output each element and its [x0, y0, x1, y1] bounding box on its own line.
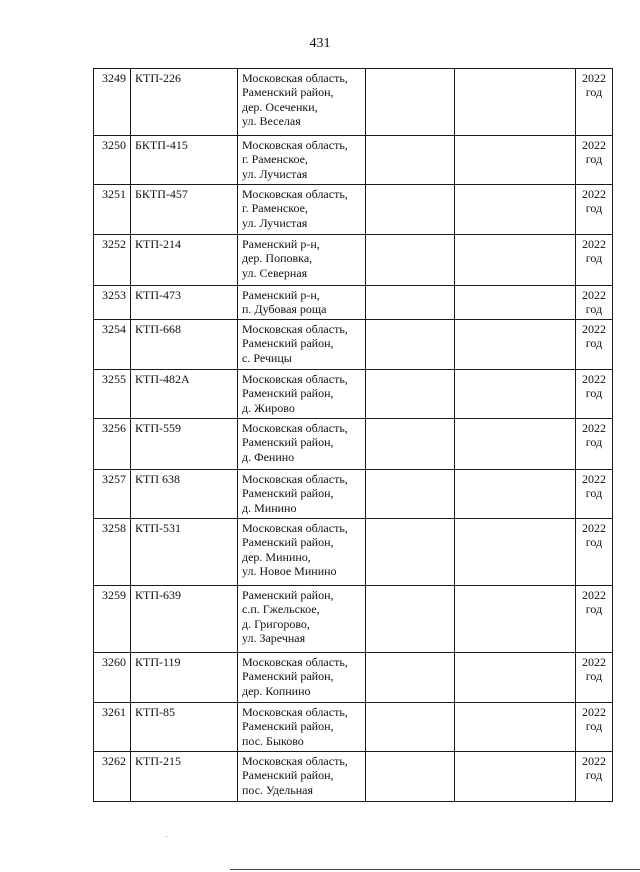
empty-cell [455, 69, 576, 136]
address-cell [238, 286, 366, 320]
empty-cell [455, 519, 576, 586]
table-row [94, 703, 613, 752]
empty-cell [366, 653, 455, 703]
empty-cell [455, 703, 576, 752]
year-line: год [585, 386, 603, 401]
substation-code-cell: БКТП-457 [131, 185, 238, 235]
year-line: 2022 [582, 71, 606, 85]
address-cell [238, 370, 366, 419]
address-line: ул. Северная [242, 265, 308, 280]
address-line: ул. Заречная [242, 631, 306, 646]
address-line: Раменский район, [242, 535, 334, 550]
address-cell [238, 185, 366, 235]
table-row [94, 586, 613, 653]
year-line: год [585, 85, 603, 100]
year-line: год [585, 251, 603, 266]
substation-code-cell: КТП-482А [131, 370, 238, 419]
row-number-cell: 3249 [94, 69, 131, 136]
year-line: 2022 [582, 138, 606, 152]
row-number-cell: 3256 [94, 419, 131, 470]
row-number-cell: 3257 [94, 470, 131, 519]
address-line: пос. Удельная [242, 782, 314, 797]
table-row [94, 653, 613, 703]
table-row [94, 752, 613, 802]
address-line: Раменский р-н, [242, 237, 320, 251]
table-row [94, 286, 613, 320]
year-cell [576, 519, 613, 586]
address-line: дер. Минино, [242, 549, 311, 564]
address-line: ул. Веселая [242, 114, 301, 129]
empty-cell [366, 320, 455, 370]
address-line: д. Минино [242, 500, 297, 515]
empty-cell [366, 69, 455, 136]
empty-cell [366, 235, 455, 286]
address-line: ул. Новое Минино [242, 564, 337, 579]
address-cell [238, 703, 366, 752]
substation-code-cell: КТП-473 [131, 286, 238, 320]
address-line: Раменский район, [242, 588, 334, 602]
year-line: год [585, 201, 603, 216]
address-line: Раменский район, [242, 669, 334, 684]
address-cell [238, 752, 366, 802]
year-cell [576, 136, 613, 185]
address-cell [238, 235, 366, 286]
year-line: 2022 [582, 288, 606, 302]
table-row [94, 235, 613, 286]
year-line: 2022 [582, 521, 606, 535]
empty-cell [366, 470, 455, 519]
address-line: д. Жирово [242, 400, 295, 415]
address-line: Московская область, [242, 322, 348, 336]
address-line: Раменский район, [242, 386, 334, 401]
year-line: 2022 [582, 322, 606, 336]
row-number-cell: 3255 [94, 370, 131, 419]
address-line: с.п. Гжельское, [242, 602, 320, 617]
year-line: год [585, 602, 603, 617]
year-line: год [585, 336, 603, 351]
substation-code-cell: КТП-214 [131, 235, 238, 286]
table-row [94, 136, 613, 185]
year-cell [576, 703, 613, 752]
address-line: Раменский р-н, [242, 288, 320, 302]
address-line: д. Фенино [242, 449, 295, 464]
year-line: 2022 [582, 372, 606, 386]
year-line: год [585, 435, 603, 450]
address-line: Раменский район, [242, 719, 334, 734]
year-cell [576, 286, 613, 320]
address-cell [238, 470, 366, 519]
table-row [94, 320, 613, 370]
substation-code-cell: КТП-226 [131, 69, 238, 136]
empty-cell [455, 235, 576, 286]
empty-cell [455, 419, 576, 470]
empty-cell [366, 286, 455, 320]
address-cell [238, 519, 366, 586]
empty-cell [455, 470, 576, 519]
address-line: с. Речицы [242, 350, 292, 365]
empty-cell [455, 320, 576, 370]
substation-table [93, 68, 613, 802]
address-line: ул. Лучистая [242, 166, 308, 181]
empty-cell [366, 586, 455, 653]
year-line: 2022 [582, 472, 606, 486]
address-cell [238, 419, 366, 470]
address-line: Раменский район, [242, 435, 334, 450]
year-line: 2022 [582, 187, 606, 201]
year-line: год [585, 768, 603, 783]
empty-cell [455, 286, 576, 320]
row-number-cell: 3260 [94, 653, 131, 703]
address-line: Московская область, [242, 187, 348, 201]
address-line: дер. Поповка, [242, 251, 313, 266]
address-line: Московская область, [242, 754, 348, 768]
address-line: Раменский район, [242, 336, 334, 351]
address-line: Московская область, [242, 138, 348, 152]
year-line: год [585, 486, 603, 501]
table-row [94, 519, 613, 586]
year-cell [576, 185, 613, 235]
year-line: год [585, 152, 603, 167]
year-line: год [585, 302, 603, 317]
page-number: 431 [309, 36, 331, 51]
year-cell [576, 470, 613, 519]
scan-mark [166, 836, 167, 837]
substation-code-cell: КТП-639 [131, 586, 238, 653]
address-cell [238, 653, 366, 703]
year-line: 2022 [582, 705, 606, 719]
empty-cell [455, 136, 576, 185]
empty-cell [366, 185, 455, 235]
row-number-cell: 3251 [94, 185, 131, 235]
address-cell [238, 69, 366, 136]
empty-cell [366, 419, 455, 470]
address-line: д. Григорово, [242, 616, 310, 631]
address-line: Московская область, [242, 71, 348, 85]
address-cell [238, 136, 366, 185]
substation-code-cell: БКТП-415 [131, 136, 238, 185]
empty-cell [366, 519, 455, 586]
table-row [94, 470, 613, 519]
empty-cell [455, 370, 576, 419]
table-row [94, 185, 613, 235]
year-cell [576, 320, 613, 370]
address-line: Московская область, [242, 705, 348, 719]
year-cell [576, 653, 613, 703]
table-row [94, 69, 613, 136]
address-line: дер. Осеченки, [242, 99, 318, 114]
year-cell [576, 419, 613, 470]
substation-code-cell: КТП-119 [131, 653, 238, 703]
row-number-cell: 3253 [94, 286, 131, 320]
year-line: 2022 [582, 237, 606, 251]
address-line: ул. Лучистая [242, 215, 308, 230]
year-cell [576, 586, 613, 653]
address-line: Московская область, [242, 421, 348, 435]
empty-cell [366, 752, 455, 802]
year-cell [576, 752, 613, 802]
address-cell [238, 320, 366, 370]
address-line: п. Дубовая роща [242, 302, 327, 317]
address-line: Раменский район, [242, 768, 334, 783]
bottom-rule [230, 869, 640, 870]
empty-cell [455, 752, 576, 802]
empty-cell [455, 185, 576, 235]
empty-cell [455, 586, 576, 653]
year-cell [576, 69, 613, 136]
year-line: год [585, 719, 603, 734]
year-cell [576, 370, 613, 419]
address-line: Московская область, [242, 655, 348, 669]
row-number-cell: 3250 [94, 136, 131, 185]
address-line: Московская область, [242, 372, 348, 386]
year-cell [576, 235, 613, 286]
substation-code-cell: КТП 638 [131, 470, 238, 519]
table-body [94, 69, 613, 802]
year-line: 2022 [582, 754, 606, 768]
row-number-cell: 3254 [94, 320, 131, 370]
address-line: Московская область, [242, 472, 348, 486]
address-line: пос. Быково [242, 733, 304, 748]
row-number-cell: 3261 [94, 703, 131, 752]
address-line: дер. Копнино [242, 683, 311, 698]
substation-code-cell: КТП-85 [131, 703, 238, 752]
row-number-cell: 3252 [94, 235, 131, 286]
empty-cell [366, 370, 455, 419]
address-cell [238, 586, 366, 653]
row-number-cell: 3258 [94, 519, 131, 586]
substation-code-cell: КТП-559 [131, 419, 238, 470]
address-line: г. Раменское, [242, 152, 308, 167]
substation-code-cell: КТП-215 [131, 752, 238, 802]
empty-cell [366, 136, 455, 185]
address-line: Московская область, [242, 521, 348, 535]
empty-cell [455, 653, 576, 703]
empty-cell [366, 703, 455, 752]
substation-code-cell: КТП-531 [131, 519, 238, 586]
year-line: год [585, 535, 603, 550]
year-line: год [585, 669, 603, 684]
row-number-cell: 3262 [94, 752, 131, 802]
year-line: 2022 [582, 655, 606, 669]
year-line: 2022 [582, 421, 606, 435]
substation-code-cell: КТП-668 [131, 320, 238, 370]
address-line: Раменский район, [242, 486, 334, 501]
address-line: г. Раменское, [242, 201, 308, 216]
address-line: Раменский район, [242, 85, 334, 100]
table-row [94, 370, 613, 419]
table-row [94, 419, 613, 470]
row-number-cell: 3259 [94, 586, 131, 653]
year-line: 2022 [582, 588, 606, 602]
